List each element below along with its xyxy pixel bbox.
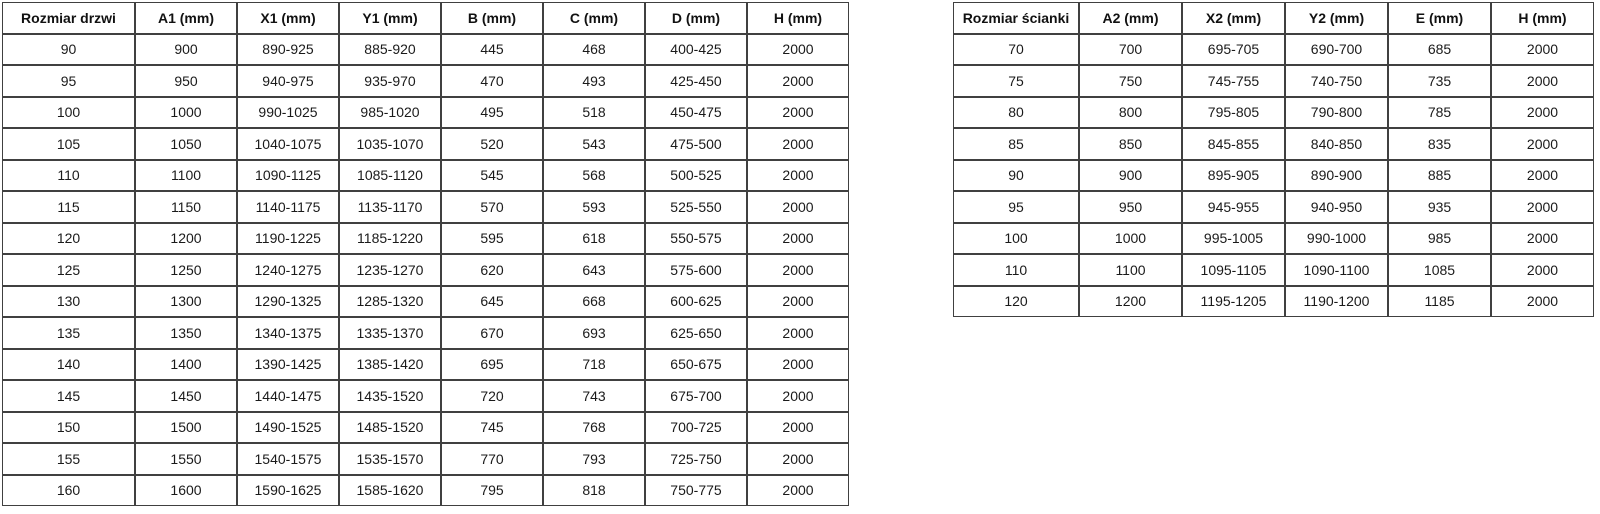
- table-cell: 940-950: [1285, 191, 1388, 223]
- table-cell: 120: [2, 223, 135, 255]
- table-cell: 735: [1388, 65, 1491, 97]
- table-cell: 95: [2, 65, 135, 97]
- door-size-table: [2, 2, 849, 506]
- table-cell: 2000: [747, 349, 849, 381]
- table-cell: 550-575: [645, 223, 747, 255]
- table-cell: 110: [2, 160, 135, 192]
- table-cell: 990-1000: [1285, 223, 1388, 255]
- table-cell: 1540-1575: [237, 443, 339, 475]
- table-cell: 2000: [747, 412, 849, 444]
- table-cell: 795: [441, 475, 543, 507]
- table-cell: 2000: [747, 97, 849, 129]
- table-cell: 685: [1388, 34, 1491, 66]
- table-cell: 1090-1100: [1285, 254, 1388, 286]
- table-cell: 543: [543, 128, 645, 160]
- table-cell: 890-925: [237, 34, 339, 66]
- table-cell: 743: [543, 380, 645, 412]
- table-cell: 1490-1525: [237, 412, 339, 444]
- table-cell: 945-955: [1182, 191, 1285, 223]
- table-cell: 468: [543, 34, 645, 66]
- table-cell: 1000: [135, 97, 237, 129]
- table-cell: 1200: [1079, 286, 1182, 318]
- table-cell: 1500: [135, 412, 237, 444]
- table-cell: 625-650: [645, 317, 747, 349]
- column-header: Y1 (mm): [339, 2, 441, 34]
- table-cell: 1240-1275: [237, 254, 339, 286]
- table-cell: 518: [543, 97, 645, 129]
- table-cell: 2000: [747, 128, 849, 160]
- table-cell: 890-900: [1285, 160, 1388, 192]
- table-cell: 818: [543, 475, 645, 507]
- table-cell: 2000: [747, 223, 849, 255]
- table-cell: 520: [441, 128, 543, 160]
- table-cell: 1585-1620: [339, 475, 441, 507]
- table-cell: 2000: [747, 443, 849, 475]
- column-header: H (mm): [747, 2, 849, 34]
- table-row: [953, 128, 1594, 160]
- table-cell: 2000: [1491, 191, 1594, 223]
- table-cell: 793: [543, 443, 645, 475]
- table-cell: 1040-1075: [237, 128, 339, 160]
- column-header: A2 (mm): [1079, 2, 1182, 34]
- table-cell: 450-475: [645, 97, 747, 129]
- table-cell: 750-775: [645, 475, 747, 507]
- table-cell: 125: [2, 254, 135, 286]
- table-cell: 90: [953, 160, 1079, 192]
- table-cell: 1250: [135, 254, 237, 286]
- table-cell: 935-970: [339, 65, 441, 97]
- table-cell: 950: [135, 65, 237, 97]
- table-cell: 2000: [1491, 286, 1594, 318]
- table-cell: 570: [441, 191, 543, 223]
- table-row: [953, 160, 1594, 192]
- table-cell: 470: [441, 65, 543, 97]
- table-cell: 745: [441, 412, 543, 444]
- table-cell: 1335-1370: [339, 317, 441, 349]
- column-header: E (mm): [1388, 2, 1491, 34]
- table-row: [953, 223, 1594, 255]
- table-cell: 740-750: [1285, 65, 1388, 97]
- table-cell: 595: [441, 223, 543, 255]
- table-cell: 135: [2, 317, 135, 349]
- table-cell: 2000: [1491, 34, 1594, 66]
- table-row: [2, 286, 849, 318]
- column-header: D (mm): [645, 2, 747, 34]
- table-cell: 990-1025: [237, 97, 339, 129]
- table-cell: 425-450: [645, 65, 747, 97]
- table-cell: 940-975: [237, 65, 339, 97]
- table-cell: 995-1005: [1182, 223, 1285, 255]
- table-cell: 115: [2, 191, 135, 223]
- table-cell: 1195-1205: [1182, 286, 1285, 318]
- table-cell: 2000: [1491, 128, 1594, 160]
- table-cell: 675-700: [645, 380, 747, 412]
- table-cell: 110: [953, 254, 1079, 286]
- table-row: [2, 191, 849, 223]
- table-cell: 1035-1070: [339, 128, 441, 160]
- table-cell: 900: [135, 34, 237, 66]
- table-cell: 1235-1270: [339, 254, 441, 286]
- column-header: Y2 (mm): [1285, 2, 1388, 34]
- header-row: [953, 2, 1594, 34]
- wall-size-table: [953, 2, 1594, 317]
- table-cell: 650-675: [645, 349, 747, 381]
- table-cell: 845-855: [1182, 128, 1285, 160]
- table-cell: 545: [441, 160, 543, 192]
- table-cell: 618: [543, 223, 645, 255]
- table-cell: 593: [543, 191, 645, 223]
- table-row: [2, 254, 849, 286]
- table-cell: 2000: [747, 317, 849, 349]
- table-cell: 75: [953, 65, 1079, 97]
- table-cell: 1185: [1388, 286, 1491, 318]
- table-cell: 690-700: [1285, 34, 1388, 66]
- table-cell: 1095-1105: [1182, 254, 1285, 286]
- table-cell: 1290-1325: [237, 286, 339, 318]
- table-cell: 985-1020: [339, 97, 441, 129]
- column-header: X1 (mm): [237, 2, 339, 34]
- table-cell: 700-725: [645, 412, 747, 444]
- table-cell: 445: [441, 34, 543, 66]
- table-cell: 1090-1125: [237, 160, 339, 192]
- table-row: [2, 475, 849, 507]
- table-cell: 800: [1079, 97, 1182, 129]
- table-cell: 1140-1175: [237, 191, 339, 223]
- table-cell: 493: [543, 65, 645, 97]
- table-cell: 70: [953, 34, 1079, 66]
- table-row: [2, 97, 849, 129]
- table-cell: 745-755: [1182, 65, 1285, 97]
- table-cell: 1135-1170: [339, 191, 441, 223]
- table-cell: 1535-1570: [339, 443, 441, 475]
- table-cell: 670: [441, 317, 543, 349]
- table-row: [2, 160, 849, 192]
- table-cell: 90: [2, 34, 135, 66]
- table-cell: 140: [2, 349, 135, 381]
- table-cell: 1100: [1079, 254, 1182, 286]
- table-cell: 400-425: [645, 34, 747, 66]
- table-cell: 475-500: [645, 128, 747, 160]
- table-cell: 145: [2, 380, 135, 412]
- table-cell: 105: [2, 128, 135, 160]
- table-cell: 895-905: [1182, 160, 1285, 192]
- table-cell: 1300: [135, 286, 237, 318]
- table-cell: 1440-1475: [237, 380, 339, 412]
- table-cell: 1435-1520: [339, 380, 441, 412]
- table-cell: 768: [543, 412, 645, 444]
- table-cell: 130: [2, 286, 135, 318]
- table-cell: 495: [441, 97, 543, 129]
- table-cell: 1100: [135, 160, 237, 192]
- table-row: [953, 191, 1594, 223]
- table-cell: 150: [2, 412, 135, 444]
- table-cell: 790-800: [1285, 97, 1388, 129]
- table-cell: 700: [1079, 34, 1182, 66]
- table-cell: 695-705: [1182, 34, 1285, 66]
- table-cell: 645: [441, 286, 543, 318]
- table-cell: 85: [953, 128, 1079, 160]
- table-row: [953, 34, 1594, 66]
- table-cell: 1450: [135, 380, 237, 412]
- table-cell: 795-805: [1182, 97, 1285, 129]
- table-cell: 643: [543, 254, 645, 286]
- table-cell: 1000: [1079, 223, 1182, 255]
- table-cell: 1390-1425: [237, 349, 339, 381]
- table-cell: 1150: [135, 191, 237, 223]
- table-cell: 1350: [135, 317, 237, 349]
- table-cell: 835: [1388, 128, 1491, 160]
- table-row: [2, 380, 849, 412]
- table-cell: 1190-1200: [1285, 286, 1388, 318]
- table-cell: 1185-1220: [339, 223, 441, 255]
- table-cell: 695: [441, 349, 543, 381]
- table-cell: 1085-1120: [339, 160, 441, 192]
- table-cell: 2000: [747, 34, 849, 66]
- table-cell: 2000: [747, 160, 849, 192]
- table-cell: 568: [543, 160, 645, 192]
- table-cell: 1590-1625: [237, 475, 339, 507]
- table-cell: 500-525: [645, 160, 747, 192]
- table-cell: 1550: [135, 443, 237, 475]
- table-row: [2, 349, 849, 381]
- table-cell: 1285-1320: [339, 286, 441, 318]
- table-row: [2, 65, 849, 97]
- table-row: [2, 412, 849, 444]
- table-cell: 885-920: [339, 34, 441, 66]
- table-cell: 718: [543, 349, 645, 381]
- table-cell: 840-850: [1285, 128, 1388, 160]
- table-cell: 770: [441, 443, 543, 475]
- column-header: A1 (mm): [135, 2, 237, 34]
- table-cell: 1340-1375: [237, 317, 339, 349]
- header-row: [2, 2, 849, 34]
- table-cell: 525-550: [645, 191, 747, 223]
- table-cell: 720: [441, 380, 543, 412]
- table-cell: 900: [1079, 160, 1182, 192]
- table-cell: 725-750: [645, 443, 747, 475]
- table-row: [953, 254, 1594, 286]
- column-header: C (mm): [543, 2, 645, 34]
- table-cell: 750: [1079, 65, 1182, 97]
- table-row: [2, 443, 849, 475]
- table-cell: 2000: [747, 254, 849, 286]
- table-cell: 1190-1225: [237, 223, 339, 255]
- table-row: [2, 223, 849, 255]
- table-cell: 2000: [1491, 160, 1594, 192]
- column-header: X2 (mm): [1182, 2, 1285, 34]
- table-row: [2, 317, 849, 349]
- table-cell: 2000: [747, 191, 849, 223]
- table-cell: 668: [543, 286, 645, 318]
- table-row: [2, 34, 849, 66]
- table-cell: 693: [543, 317, 645, 349]
- table-row: [2, 128, 849, 160]
- table-row: [953, 97, 1594, 129]
- table-cell: 785: [1388, 97, 1491, 129]
- table-cell: 1200: [135, 223, 237, 255]
- column-header: Rozmiar drzwi: [2, 2, 135, 34]
- table-row: [953, 286, 1594, 318]
- table-cell: 80: [953, 97, 1079, 129]
- table-cell: 2000: [1491, 97, 1594, 129]
- column-header: H (mm): [1491, 2, 1594, 34]
- table-cell: 950: [1079, 191, 1182, 223]
- table-row: [953, 65, 1594, 97]
- table-cell: 2000: [747, 475, 849, 507]
- table-cell: 850: [1079, 128, 1182, 160]
- table-cell: 1400: [135, 349, 237, 381]
- table-cell: 2000: [747, 286, 849, 318]
- table-cell: 1485-1520: [339, 412, 441, 444]
- table-cell: 95: [953, 191, 1079, 223]
- table-cell: 1085: [1388, 254, 1491, 286]
- table-cell: 2000: [1491, 65, 1594, 97]
- table-cell: 885: [1388, 160, 1491, 192]
- table-cell: 1600: [135, 475, 237, 507]
- table-cell: 1385-1420: [339, 349, 441, 381]
- table-cell: 1050: [135, 128, 237, 160]
- table-cell: 600-625: [645, 286, 747, 318]
- table-cell: 2000: [1491, 254, 1594, 286]
- table-cell: 620: [441, 254, 543, 286]
- table-cell: 2000: [1491, 223, 1594, 255]
- table-cell: 160: [2, 475, 135, 507]
- column-header: Rozmiar ścianki: [953, 2, 1079, 34]
- table-cell: 985: [1388, 223, 1491, 255]
- column-header: B (mm): [441, 2, 543, 34]
- table-cell: 2000: [747, 65, 849, 97]
- table-cell: 155: [2, 443, 135, 475]
- table-cell: 935: [1388, 191, 1491, 223]
- table-cell: 120: [953, 286, 1079, 318]
- table-cell: 100: [2, 97, 135, 129]
- table-cell: 575-600: [645, 254, 747, 286]
- table-cell: 100: [953, 223, 1079, 255]
- table-cell: 2000: [747, 380, 849, 412]
